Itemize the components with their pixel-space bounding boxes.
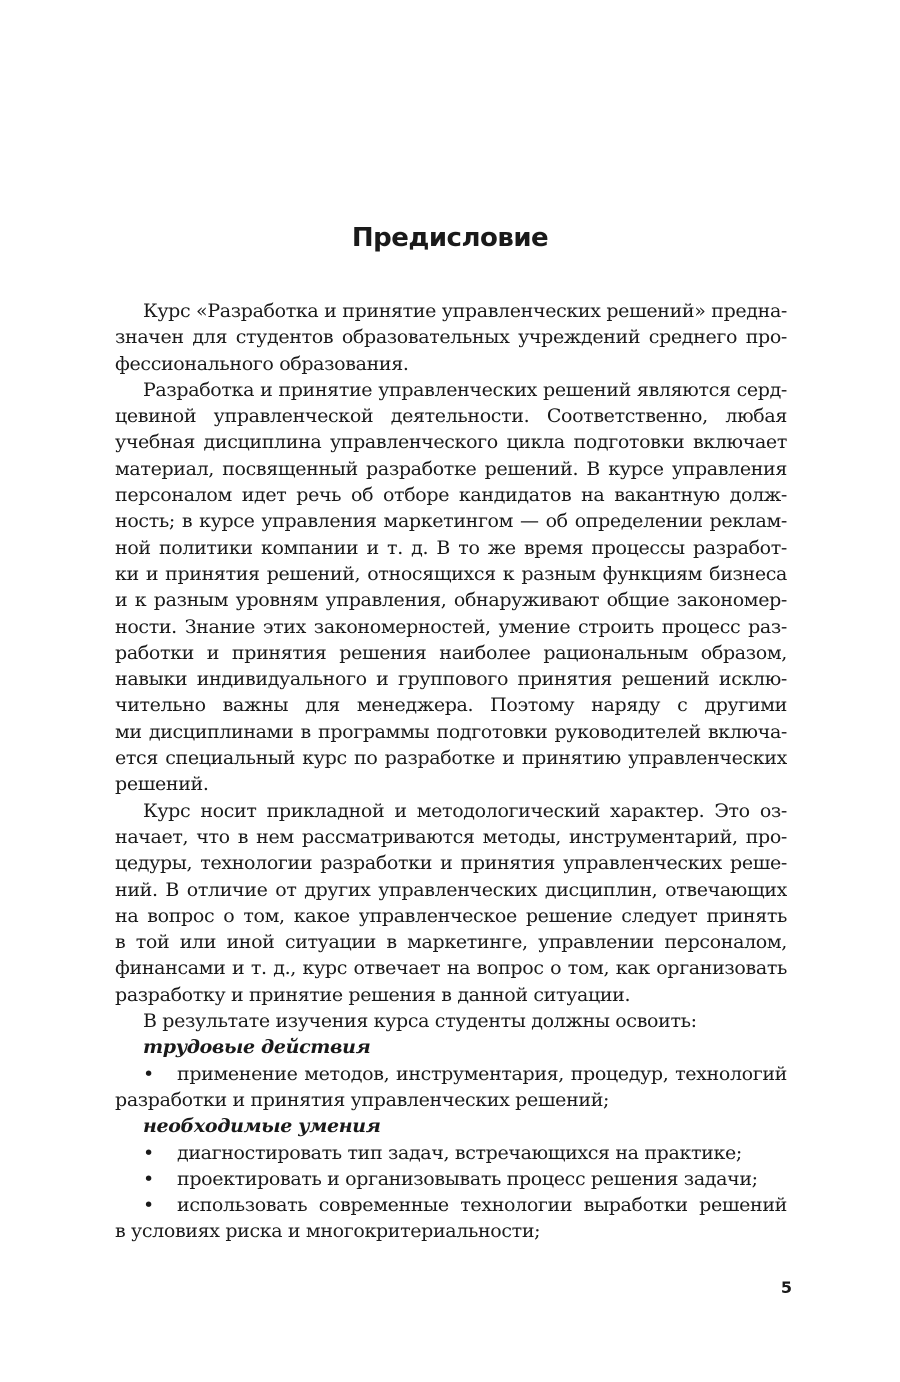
page-title: Предисловие: [351, 223, 549, 253]
preface-body: [115, 298, 787, 1245]
bullet-icon: •: [143, 1167, 154, 1190]
text-line: учебная дисциплина управленческого цикла подготовки включает: [115, 431, 787, 454]
text-line: чительно важны для менеджера. Поэтому наряду с другими: [115, 694, 787, 717]
text-line: работки и принятия решения наиболее рациональным образом,: [115, 641, 787, 664]
text-line: финансами и т. д., курс отвечает на вопрос о том, как организовать: [115, 957, 787, 980]
bullet-icon: •: [143, 1194, 154, 1217]
text-line: навыки индивидуального и группового принятия решений исклю-: [115, 668, 787, 691]
bullet-item-text: диагностировать тип задач, встречающихся на практике;: [177, 1141, 742, 1164]
bullet-item-text: использовать современные технологии выработки решений: [177, 1194, 787, 1217]
text-line: ность; в курсе управления маркетингом — об определении реклам-: [115, 510, 787, 533]
bullet-item-text: проектировать и организовывать процесс решения задачи;: [177, 1167, 758, 1190]
text-line: Разработка и принятие управленческих решений являются серд-: [143, 378, 787, 401]
bullet-item: [115, 1140, 787, 1166]
text-line: на вопрос о том, какое управленческое решение следует принять: [115, 904, 787, 927]
text-line: ется специальный курс по разработке и принятию управленческих: [115, 747, 787, 770]
text-line: В результате изучения курса студенты должны освоить:: [143, 1010, 697, 1033]
bullet-icon: •: [143, 1141, 154, 1164]
text-line: значен для студентов образовательных учреждений среднего про-: [115, 326, 787, 349]
page-number: 5: [780, 1278, 792, 1297]
text-line: разработку и принятие решения в данной ситуации.: [115, 983, 631, 1006]
text-line: Курс «Разработка и принятие управленческих решений» предна-: [143, 300, 787, 322]
bullet-item: [115, 1192, 787, 1218]
text-line: ки и принятия решений, относящихся к разным функциям бизнеса: [115, 562, 787, 585]
bullet-item: [115, 1166, 787, 1192]
text-line: ной политики компании и т. д. В то же время процессы разработ-: [115, 536, 787, 559]
text-line: цедуры, технологии разработки и принятия управленческих реше-: [115, 852, 787, 875]
bullet-item: [115, 1061, 787, 1087]
text-line: и к разным уровням управления, обнаруживают общие закономер-: [115, 589, 787, 612]
bullet-item-continuation: разработки и принятия управленческих решений;: [115, 1088, 610, 1111]
section-heading: трудовые действия: [143, 1036, 371, 1059]
text-line: материал, посвященный разработке решений. В курсе управления: [115, 457, 787, 480]
bullet-item-continuation: в условиях риска и многокритериальности;: [115, 1220, 541, 1243]
text-line: в той или иной ситуации в маркетинге, управлении персоналом,: [115, 931, 787, 954]
text-line: Курс носит прикладной и методологический характер. Это оз-: [143, 799, 787, 822]
text-line: ности. Знание этих закономерностей, умение строить процесс раз-: [115, 615, 787, 638]
text-line: фессионального образования.: [115, 352, 409, 375]
text-line: персоналом идет речь об отборе кандидатов на вакантную долж-: [115, 484, 787, 507]
text-line: цевиной управленческой деятельности. Соответственно, любая: [115, 405, 787, 428]
bullet-item-text: применение методов, инструментария, процедур, технологий: [177, 1062, 787, 1085]
text-line: начает, что в нем рассматриваются методы, инструментарий, про-: [115, 825, 787, 848]
section-heading: необходимые умения: [143, 1115, 381, 1138]
bullet-icon: •: [143, 1062, 154, 1085]
text-line: ми дисциплинами в программы подготовки руководителей включа-: [115, 720, 787, 743]
text-line: ний. В отличие от других управленческих дисциплин, отвечающих: [115, 878, 787, 901]
text-line: решений.: [115, 773, 209, 796]
